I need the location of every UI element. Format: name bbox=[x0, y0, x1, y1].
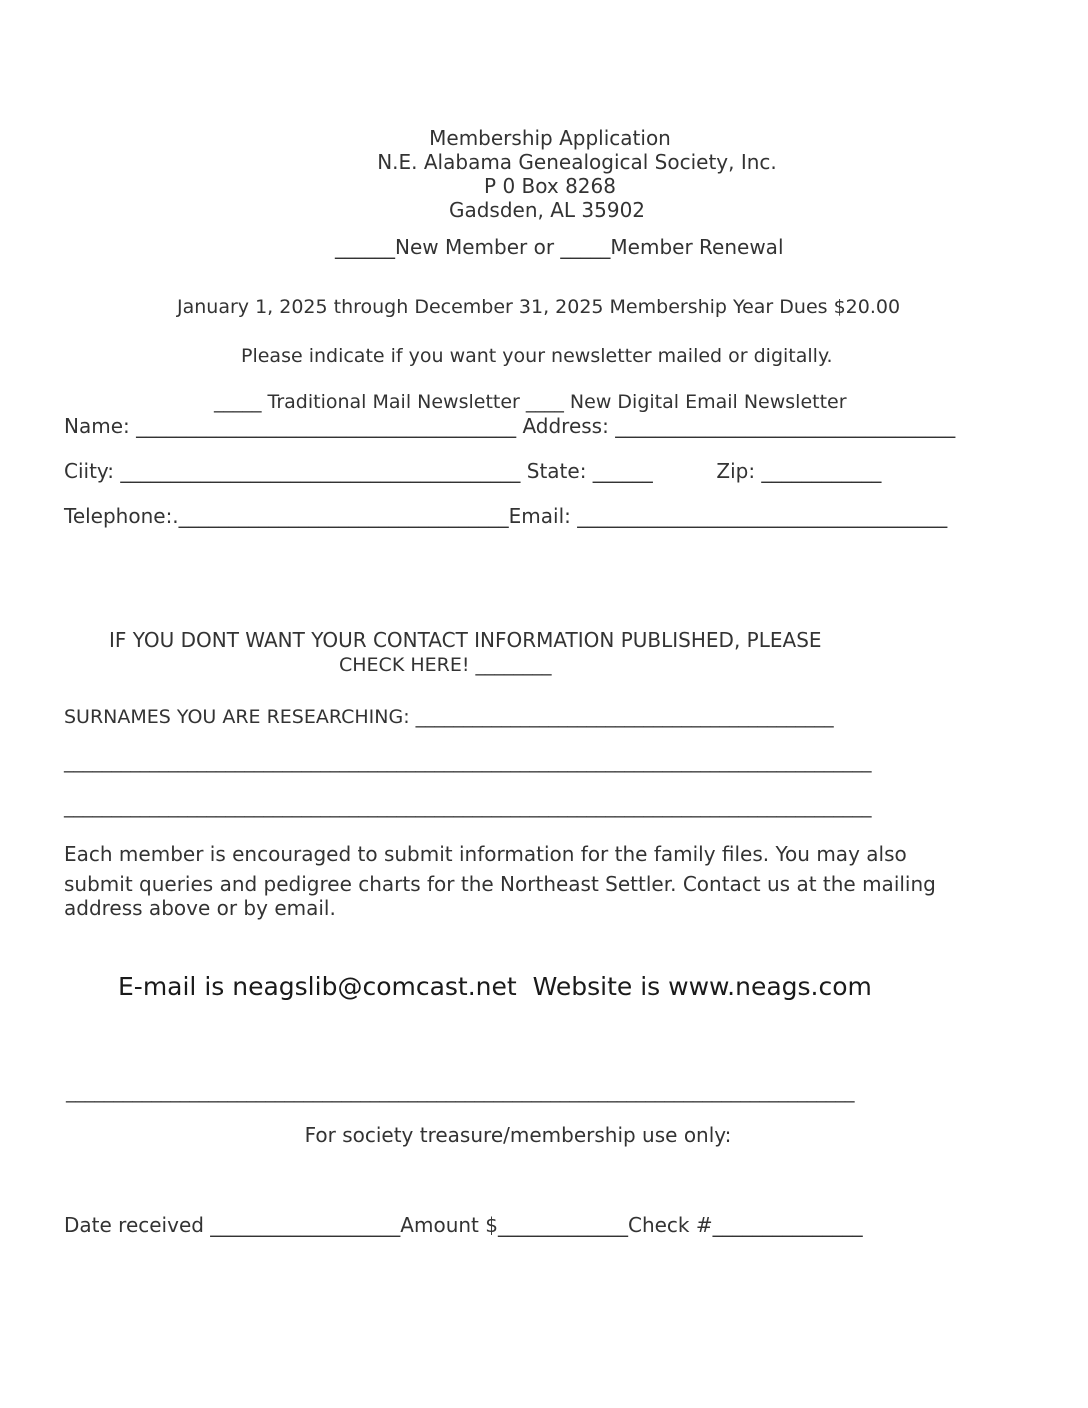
surnames-line-2[interactable]: _____________________________________________________________________________________ bbox=[64, 751, 872, 773]
divider-line: ___________________________________________________________________________________ bbox=[66, 1081, 855, 1103]
office-use-fields[interactable]: Date received ___________________Amount $_____________Check #_______________ bbox=[64, 1213, 863, 1237]
privacy-checkbox[interactable]: CHECK HERE! ________ bbox=[339, 654, 552, 676]
po-box: P 0 Box 8268 bbox=[484, 174, 616, 198]
info-line-3: address above or by email. bbox=[64, 896, 336, 920]
info-line-1: Each member is encouraged to submit information for the family files. You may also bbox=[64, 842, 907, 866]
newsletter-prompt: Please indicate if you want your newsletter mailed or digitally. bbox=[241, 345, 833, 367]
office-use-label: For society treasure/membership use only: bbox=[304, 1123, 732, 1147]
surnames-line-3[interactable]: _____________________________________________________________________________________ bbox=[64, 796, 872, 818]
info-line-2: submit queries and pedigree charts for the Northeast Settler. Contact us at the mailing bbox=[64, 872, 936, 896]
surnames-field[interactable]: SURNAMES YOU ARE RESEARCHING: ____________________________________________ bbox=[64, 706, 834, 728]
dues-statement: January 1, 2025 through December 31, 2025 Membership Year Dues $20.00 bbox=[177, 296, 901, 318]
city-state-zip-field[interactable]: Ciity: ________________________________________ State: ______ Zip: ____________ bbox=[64, 459, 882, 483]
contact-line: E-mail is neagslib@comcast.net Website is www.neags.com bbox=[118, 972, 872, 1001]
name-address-field[interactable]: Name: ______________________________________ Address: __________________________________ bbox=[64, 414, 956, 438]
org-name: N.E. Alabama Genealogical Society, Inc. bbox=[377, 150, 777, 174]
form-title: Membership Application bbox=[429, 126, 671, 150]
privacy-notice: IF YOU DONT WANT YOUR CONTACT INFORMATION PUBLISHED, PLEASE bbox=[109, 628, 822, 652]
newsletter-options[interactable]: _____ Traditional Mail Newsletter ____ New Digital Email Newsletter bbox=[214, 391, 847, 413]
city-state: Gadsden, AL 35902 bbox=[448, 198, 646, 222]
phone-email-field[interactable]: Telephone:._________________________________Email: _____________________________________ bbox=[64, 504, 948, 528]
membership-type[interactable]: ______New Member or _____Member Renewal bbox=[335, 235, 784, 259]
